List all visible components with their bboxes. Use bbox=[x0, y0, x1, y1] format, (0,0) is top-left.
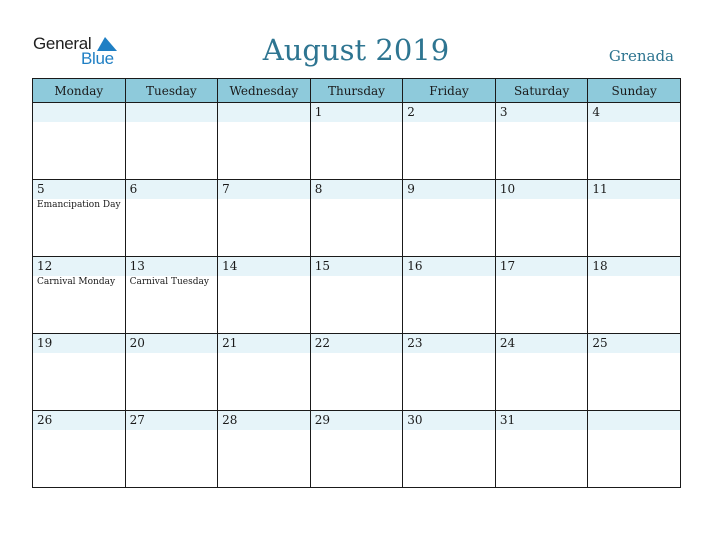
calendar-day-cell bbox=[495, 180, 588, 257]
weekday-header: Friday bbox=[403, 79, 496, 103]
day-number: 10 bbox=[499, 182, 516, 196]
calendar-day-cell bbox=[403, 103, 496, 180]
calendar-day-cell bbox=[403, 334, 496, 411]
calendar-day-cell bbox=[588, 411, 681, 488]
day-number: 17 bbox=[499, 259, 516, 273]
logo-word-general: General bbox=[33, 34, 92, 53]
day-number: 27 bbox=[129, 413, 145, 427]
calendar-week-row bbox=[33, 411, 681, 488]
calendar-day-cell bbox=[495, 334, 588, 411]
calendar-day-cell bbox=[33, 257, 126, 334]
calendar-day-cell bbox=[33, 334, 126, 411]
day-number: 5 bbox=[37, 182, 45, 196]
date-band bbox=[496, 103, 588, 122]
calendar-day-cell bbox=[588, 180, 681, 257]
calendar-week-row bbox=[33, 257, 681, 334]
calendar-day-cell bbox=[218, 257, 311, 334]
holiday-label: Carnival Monday bbox=[37, 277, 116, 287]
weekday-header-row bbox=[33, 79, 681, 103]
weekday-header: Thursday bbox=[310, 79, 403, 103]
calendar-day-cell bbox=[125, 103, 218, 180]
calendar-day-cell bbox=[125, 411, 218, 488]
day-number: 22 bbox=[314, 336, 330, 350]
calendar-day-cell bbox=[403, 257, 496, 334]
day-number: 16 bbox=[407, 259, 423, 273]
day-number: 3 bbox=[499, 105, 508, 119]
date-band bbox=[403, 180, 495, 199]
calendar-day-cell bbox=[125, 257, 218, 334]
weekday-header: Monday bbox=[33, 79, 126, 103]
day-number: 18 bbox=[592, 259, 608, 273]
day-number: 21 bbox=[222, 336, 238, 350]
calendar-day-cell bbox=[310, 180, 403, 257]
day-number: 14 bbox=[222, 259, 238, 273]
date-band bbox=[403, 103, 495, 122]
day-number: 8 bbox=[314, 182, 323, 196]
calendar-title: August 2019 bbox=[262, 33, 450, 67]
day-number: 4 bbox=[592, 105, 601, 119]
day-number: 24 bbox=[499, 336, 516, 350]
day-number: 19 bbox=[37, 336, 53, 350]
day-number: 26 bbox=[37, 413, 53, 427]
calendar-day-cell bbox=[495, 257, 588, 334]
calendar-week-row bbox=[33, 334, 681, 411]
calendar-week-row bbox=[33, 103, 681, 180]
calendar-day-cell bbox=[588, 257, 681, 334]
date-band bbox=[126, 103, 218, 122]
calendar-week-row bbox=[33, 180, 681, 257]
calendar-day-cell bbox=[310, 334, 403, 411]
date-band bbox=[33, 103, 125, 122]
day-number: 25 bbox=[592, 336, 608, 350]
calendar-day-cell bbox=[125, 180, 218, 257]
calendar-day-cell bbox=[218, 180, 311, 257]
day-number: 30 bbox=[407, 413, 423, 427]
day-number: 28 bbox=[222, 413, 238, 427]
day-number: 15 bbox=[314, 259, 330, 273]
day-number: 9 bbox=[407, 182, 415, 196]
calendar-grid bbox=[32, 78, 681, 488]
day-number: 20 bbox=[129, 336, 145, 350]
calendar-day-cell bbox=[33, 103, 126, 180]
day-number: 12 bbox=[37, 259, 53, 273]
weekday-header: Sunday bbox=[588, 79, 681, 103]
day-number: 13 bbox=[129, 259, 145, 273]
holiday-label: Carnival Tuesday bbox=[129, 277, 209, 287]
calendar-day-cell bbox=[495, 103, 588, 180]
date-band bbox=[33, 180, 125, 199]
weekday-header: Tuesday bbox=[125, 79, 218, 103]
calendar-day-cell bbox=[33, 180, 126, 257]
day-number: 1 bbox=[314, 105, 323, 119]
day-number: 29 bbox=[314, 413, 330, 427]
date-band bbox=[218, 103, 310, 122]
calendar-day-cell bbox=[310, 103, 403, 180]
calendar-day-cell bbox=[218, 411, 311, 488]
day-number: 11 bbox=[592, 182, 608, 196]
day-number: 6 bbox=[129, 182, 138, 196]
day-number: 23 bbox=[407, 336, 423, 350]
date-band bbox=[311, 103, 403, 122]
day-number: 31 bbox=[499, 413, 516, 427]
date-band bbox=[126, 180, 218, 199]
calendar-day-cell bbox=[310, 257, 403, 334]
calendar-day-cell bbox=[588, 103, 681, 180]
calendar-day-cell bbox=[403, 180, 496, 257]
calendar-day-cell bbox=[310, 411, 403, 488]
calendar-day-cell bbox=[125, 334, 218, 411]
calendar-day-cell bbox=[495, 411, 588, 488]
calendar-day-cell bbox=[588, 334, 681, 411]
holiday-label: Emancipation Day bbox=[37, 200, 121, 210]
day-number: 7 bbox=[222, 182, 230, 196]
country-label: Grenada bbox=[608, 47, 674, 65]
date-band bbox=[311, 180, 403, 199]
logo-word-blue: Blue bbox=[81, 49, 114, 68]
day-number: 2 bbox=[407, 105, 415, 119]
calendar-day-cell bbox=[33, 411, 126, 488]
weekday-header: Saturday bbox=[495, 79, 588, 103]
calendar-day-cell bbox=[218, 334, 311, 411]
date-band bbox=[588, 103, 680, 122]
weekday-header: Wednesday bbox=[218, 79, 311, 103]
date-band bbox=[218, 180, 310, 199]
calendar-day-cell bbox=[403, 411, 496, 488]
calendar-day-cell bbox=[218, 103, 311, 180]
date-band bbox=[588, 411, 680, 430]
